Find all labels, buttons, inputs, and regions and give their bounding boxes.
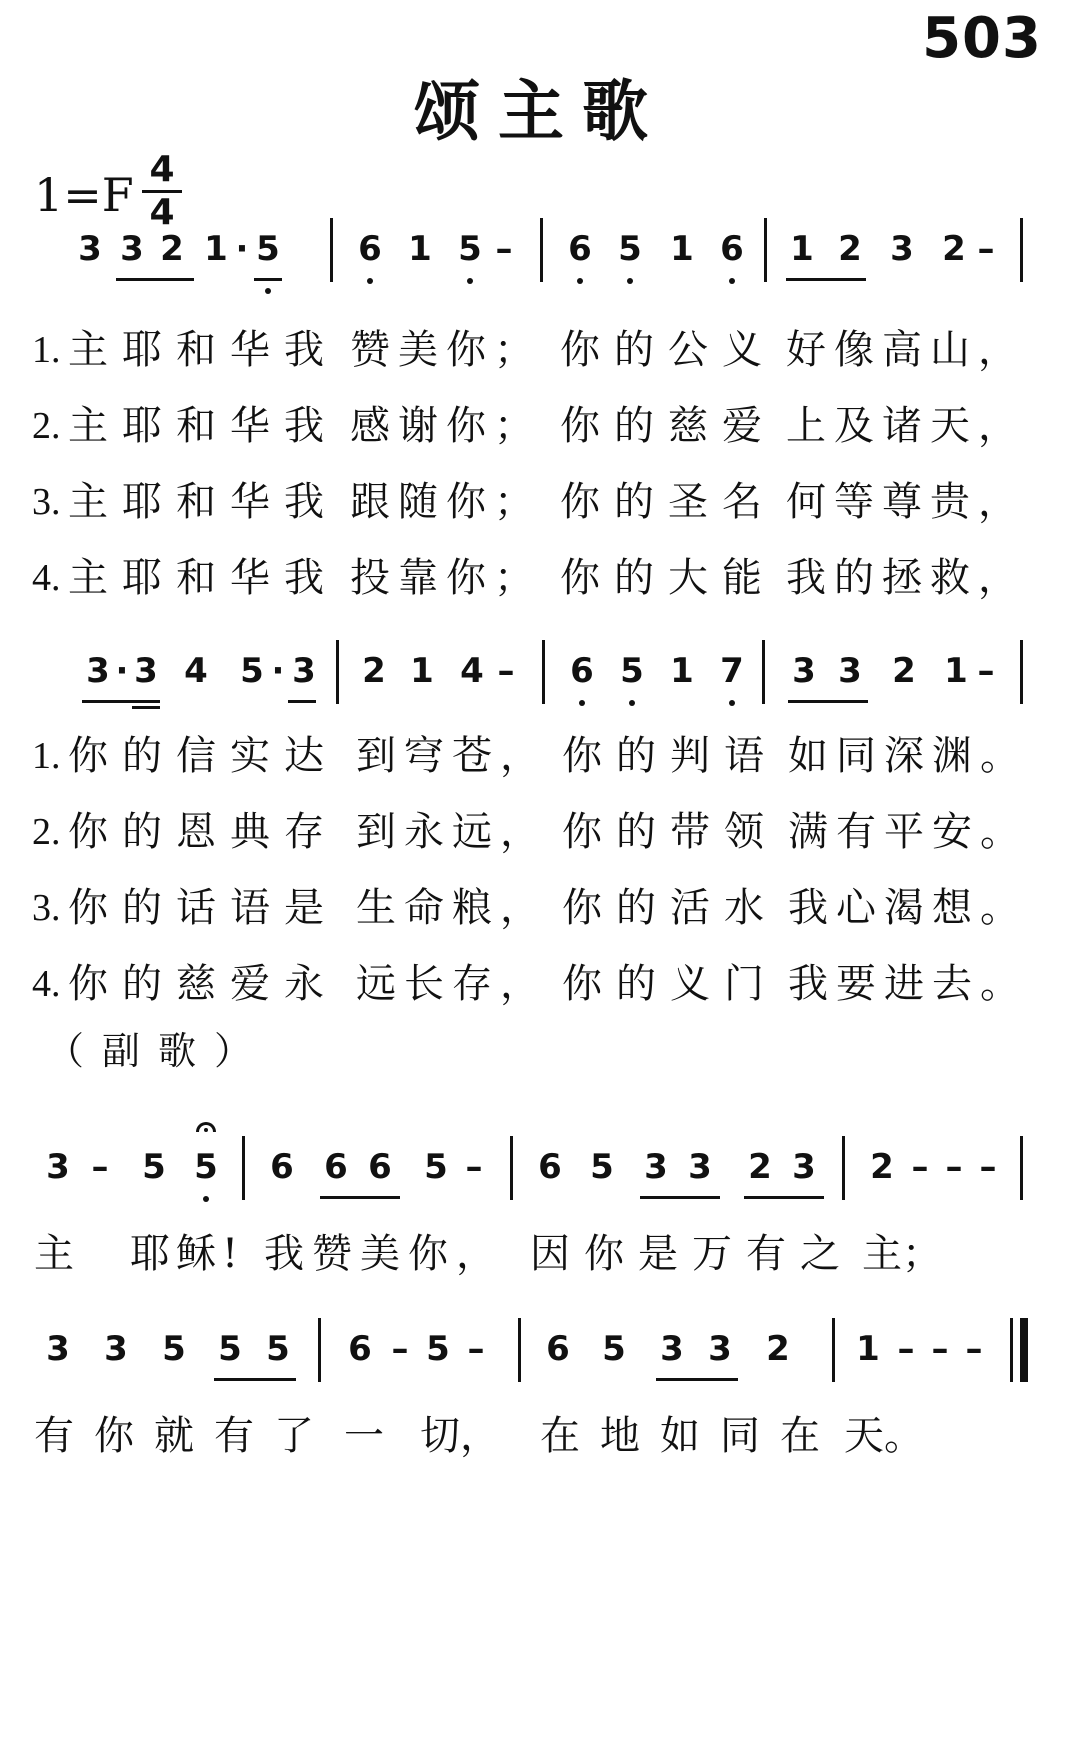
note-digit: 5 [194,1147,218,1187]
final-barline-thin [1010,1318,1013,1382]
lyric-phrase: 你的话语是 [68,885,338,931]
verse-number: 3. [32,887,61,929]
note: 3 [660,1329,684,1369]
lyric-phrase: 感谢你； [350,403,542,449]
underline [116,278,194,281]
chorus-lyric-line [0,1224,1080,1284]
lyric-phrase: 耶稣! [130,1231,245,1277]
note: 5 [590,1147,614,1187]
chorus-notes-line-2 [0,1326,1080,1396]
barline [1020,1136,1023,1200]
note [712,226,752,272]
note [186,1144,226,1190]
lyric-phrase: 我的拯救， [786,555,1026,601]
lyric-phrase: 生命粮， [356,885,548,931]
note-digit: 6 [570,651,594,691]
verse-lyric-line [0,396,1080,456]
dash: – [977,651,995,691]
dot-extension: · [235,229,249,269]
note: 4 [184,651,208,691]
low-dot [467,278,473,284]
barline [510,1136,513,1200]
fermata-icon [196,1122,216,1132]
verse-number: 1. [32,735,61,777]
note: 3 [104,1329,128,1369]
lyric-phrase: 因你是万有之 [530,1231,854,1277]
barline [242,1136,245,1200]
note: 6 [348,1329,372,1369]
lyric-phrase: 在地如同在 [540,1413,840,1459]
lyric-phrase: 何等尊贵， [786,479,1026,525]
dash: – [467,1329,485,1369]
note: 3 [78,229,102,269]
note: 6 [368,1147,392,1187]
note: 3 [792,1147,816,1187]
dash: – [495,229,513,269]
song-title: 颂主歌 [414,73,666,150]
barline [542,640,545,704]
lyric-phrase: 你的恩典存 [68,809,338,855]
note: 5 [266,1329,290,1369]
note: 3 [46,1147,70,1187]
time-signature-top: 4 [149,149,175,190]
note: 6 [546,1329,570,1369]
note: 3 [708,1329,732,1369]
lyric-phrase: 满有平安。 [788,809,1028,855]
low-dot [203,1196,209,1202]
lyric-phrase: 你的判语 [562,733,778,779]
note: 5 [240,651,264,691]
verse-notes-line-2 [0,648,1080,718]
barline [540,218,543,282]
verse-number: 4. [32,963,61,1005]
verse-notes-line-1 [0,226,1080,296]
verse-lyric-line [0,726,1080,786]
low-dot [729,278,735,284]
note: 3 [120,229,144,269]
dash: – [391,1329,409,1369]
dash: – [897,1329,915,1369]
barline [330,218,333,282]
note: 2 [748,1147,772,1187]
note: 2 [942,229,966,269]
note: 1 [408,229,432,269]
lyric-phrase: 投靠你； [350,555,542,601]
chorus-label: （副歌） [46,1029,271,1073]
note-digit: 5 [256,229,280,269]
verse-lyric-line [0,320,1080,380]
note: 5 [426,1329,450,1369]
barline [832,1318,835,1382]
note [562,648,602,694]
underline [320,1196,400,1199]
verse-number: 2. [32,405,61,447]
underline [656,1378,738,1381]
note: 1 [204,229,228,269]
note: 1 [670,229,694,269]
lyric-phrase: 你的活水 [562,885,778,931]
note: 2 [362,651,386,691]
lyric-phrase: 有你就有了 [34,1413,334,1459]
note: 2 [870,1147,894,1187]
note: 6 [324,1147,348,1187]
low-dot [577,278,583,284]
lyric-phrase: 你的大能 [560,555,776,601]
note: 3 [46,1329,70,1369]
lyric-phrase: 主耶和华我 [68,327,338,373]
note [248,226,288,272]
note: 2 [838,229,862,269]
note: 1 [790,229,814,269]
lyric-phrase: 到穹苍， [356,733,548,779]
verse-lyric-line [0,954,1080,1014]
dash: – [979,1147,997,1187]
lyric-phrase: 主耶和华我 [68,479,338,525]
lyric-phrase: 跟随你； [350,479,542,525]
note-digit: 6 [720,229,744,269]
note: 1 [944,651,968,691]
dash: – [965,1329,983,1369]
note: 3 [688,1147,712,1187]
lyric-phrase: 赞美你； [350,327,542,373]
note [350,226,390,272]
lyric-phrase: 上及诸天， [786,403,1026,449]
lyric-phrase: 你的公义 [560,327,776,373]
lyric-phrase: 你的信实达 [68,733,338,779]
lyric-phrase: 你的慈爱 [560,403,776,449]
note: 5 [162,1329,186,1369]
lyric-phrase: 主； [862,1231,942,1277]
note-digit: 7 [720,651,744,691]
dash: – [945,1147,963,1187]
note [560,226,600,272]
lyric-phrase: 主耶和华我 [68,555,338,601]
note: 6 [270,1147,294,1187]
note: 6 [538,1147,562,1187]
lyric-phrase: 我要进去。 [788,961,1028,1007]
note: 5 [142,1147,166,1187]
note: 3 [134,651,158,691]
final-barline-thick [1020,1318,1028,1382]
note: 2 [766,1329,790,1369]
underline [788,700,868,703]
barline [518,1318,521,1382]
note: 3 [292,651,316,691]
note: 5 [602,1329,626,1369]
low-dot [729,700,735,706]
barline [764,218,767,282]
verse-number: 1. [32,329,61,371]
lyric-phrase: 天。 [844,1413,924,1459]
time-signature-bottom: 4 [149,192,175,233]
dash: – [977,229,995,269]
lyric-phrase: 主 [34,1231,74,1277]
low-dot [627,278,633,284]
lyric-phrase: 到永远， [356,809,548,855]
underline [786,278,866,281]
note-digit: 6 [358,229,382,269]
low-dot [367,278,373,284]
chorus-notes-line-1 [0,1144,1080,1214]
note: 3 [890,229,914,269]
chorus-lyric-line [0,1406,1080,1466]
lyric-phrase: 切， [420,1413,500,1459]
verse-number: 2. [32,811,61,853]
note: 1 [670,651,694,691]
page-number: 503 [922,6,1042,71]
note: 1 [410,651,434,691]
note-digit: 6 [568,229,592,269]
lyric-phrase: 主耶和华我 [68,403,338,449]
verse-lyric-line [0,472,1080,532]
verse-lyric-line [0,878,1080,938]
lyric-phrase: 好像高山， [786,327,1026,373]
underline [254,278,282,281]
note [610,226,650,272]
dash: – [911,1147,929,1187]
dash: – [465,1147,483,1187]
verse-number: 4. [32,557,61,599]
barline [762,640,765,704]
verse-lyric-line [0,548,1080,608]
barline [1020,640,1023,704]
note-digit: 5 [618,229,642,269]
dash: – [91,1147,109,1187]
note: 3 [838,651,862,691]
underline [214,1378,296,1381]
note: 5 [424,1147,448,1187]
lyric-phrase: 你的带领 [562,809,778,855]
barline [318,1318,321,1382]
barline [1020,218,1023,282]
note: 5 [218,1329,242,1369]
note [712,648,752,694]
dash: – [931,1329,949,1369]
low-dot [629,700,635,706]
note: 2 [892,651,916,691]
verse-lyric-line [0,802,1080,862]
verse-number: 3. [32,481,61,523]
lyric-phrase: 你的慈爱永 [68,961,338,1007]
note [612,648,652,694]
lyric-phrase: 我心渴想。 [788,885,1028,931]
barline [842,1136,845,1200]
lyric-phrase: 你的义门 [562,961,778,1007]
lyric-phrase: 我赞美你， [264,1231,504,1277]
lyric-phrase: 一 [344,1413,384,1459]
note-digit: 5 [458,229,482,269]
underline [82,700,160,703]
low-dot [579,700,585,706]
dot-extension: · [115,651,129,691]
lyric-phrase: 你的圣名 [560,479,776,525]
note: 3 [644,1147,668,1187]
note: 3 [792,651,816,691]
note: 4 [460,651,484,691]
note: 2 [160,229,184,269]
key-signature: 1=F [34,168,134,222]
note: 1 [856,1329,880,1369]
time-signature [142,149,182,233]
note-digit: 5 [620,651,644,691]
dot-extension: · [271,651,285,691]
underline [744,1196,824,1199]
underline [288,700,316,703]
dash: – [497,651,515,691]
double-underline [132,706,160,709]
low-dot [265,288,271,294]
underline [640,1196,720,1199]
barline [336,640,339,704]
lyric-phrase: 远长存， [356,961,548,1007]
note: 3 [86,651,110,691]
lyric-phrase: 如同深渊。 [788,733,1028,779]
